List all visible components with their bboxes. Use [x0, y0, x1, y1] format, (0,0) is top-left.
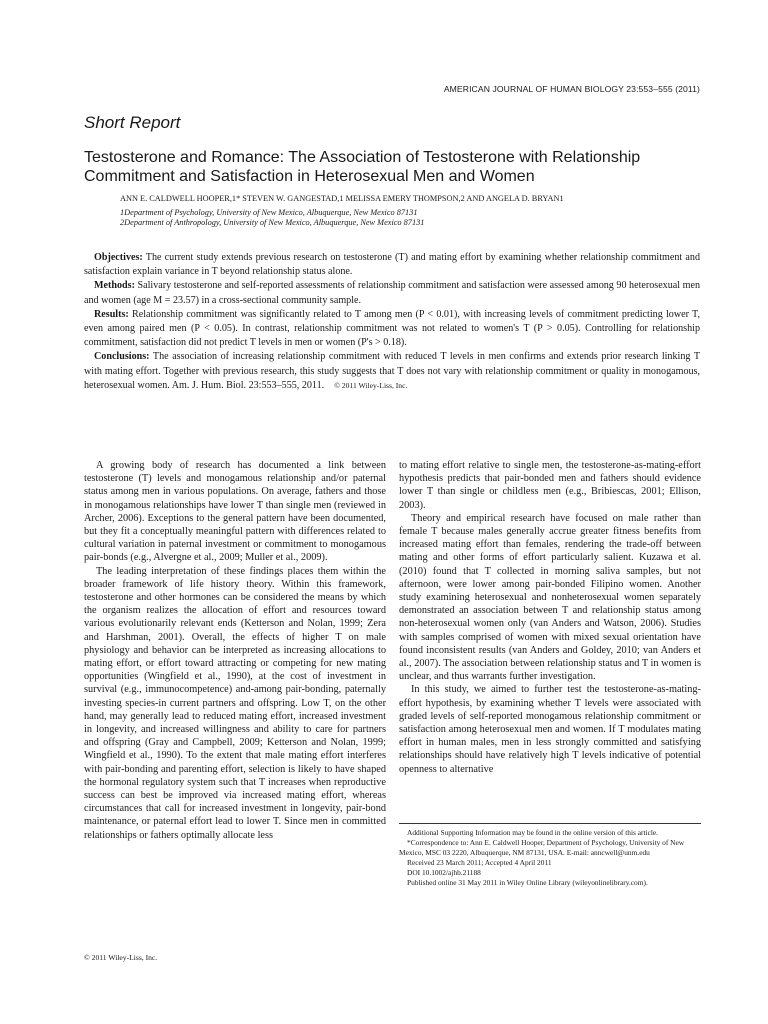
affiliation-1: 1Department of Psychology, University of New Mexico, Albuquerque, New Mexico 87131 — [120, 208, 418, 217]
results-text: Relationship commitment was significantly related to T among men (P < 0.01), with increasing levels of commitment predicting lower T, even among paired men (P < 0.05). In contrast, relationship commitment was not related to women's T (P > 0.05). Controlling for relationship commitment, satisfaction did not predict T levels in men or women (P's > 0.18). — [84, 308, 700, 349]
body-paragraph: In this study, we aimed to further test the testosterone-as-mating-effort hypothesis, by examining whether T levels were associated with graded levels of self-reported monogamous relationship commitment or satisfaction among heterosexual men and women. If T modulates mating effort in human males, men in less strongly committed and satisfying relationships should have relatively high T levels indicative of potential openness to alternative — [399, 684, 701, 775]
abstract-conclusions — [84, 350, 700, 393]
objectives-text: The current study extends previous research on testosterone (T) and mating effort by examining whether relationship commitment and satisfaction explain variance in T beyond relationship status alone. — [84, 252, 700, 278]
footnote-published: Published online 31 May 2011 in Wiley Online Library (wileyonlinelibrary.com). — [407, 878, 648, 887]
abstract-methods — [84, 279, 700, 307]
abstract-objectives — [84, 251, 700, 279]
page-copyright: © 2011 Wiley-Liss, Inc. — [84, 953, 158, 962]
objectives-label: Objectives: — [94, 252, 143, 263]
abstract-copyright: © 2011 Wiley-Liss, Inc. — [334, 380, 408, 390]
footnote-supporting-info: Additional Supporting Information may be found in the online version of this article. — [407, 828, 659, 837]
article-title: Testosterone and Romance: The Association of Testosterone with Relationship Commitment and Satisfaction in Heterosexual Men and Women — [84, 149, 641, 185]
footnotes — [399, 828, 701, 888]
footnote-received: Received 23 March 2011; Accepted 4 April 2011 — [407, 858, 552, 867]
footnote-doi: DOI 10.1002/ajhb.21188 — [407, 868, 481, 877]
body-paragraph: The leading interpretation of these findings places them within the broader framework of life history theory. Within this framework, testosterone and other hormones can be considered the means by which the organism realizes the allocation of effort and resources toward various evolutionarily relevant ends (Ketterson and Nolan, 1999; Zera and Harshman, 2001). Overall, the effects of higher T on male physiology and behavior can be interpreted as increasing allocations to mating effort, or effort toward attracting or competing for new mating opportunities (Wingfield et al., 1990), at the cost of investment in survival (e.g., immunocompetence) and-among pair-bonding, paternally investing species-in current partners and offspring. Low T, on the other hand, may generally lead to reduced mating effort, increased investment in longevity, and increased willingness and ability to care for partners and offspring (Gray and Campbell, 2009; Ketterson and Nolan, 1999; Wingfield et al., 1990). To the extent that male mating effort interferes with pair-bonding and parenting effort, selection is likely to have shaped the hormonal regulatory system such that T increases when reproductive success can best be improved via increased mating effort, whereas circumstances that call for increased investment in longevity, pair-bond maintenance, or paternal effort lead to lower T. Since men in committed relationships or fathers optimally allocate less — [84, 565, 386, 841]
results-label: Results: — [94, 308, 129, 320]
abstract-results — [84, 308, 700, 351]
body-paragraph: to mating effort relative to single men, the testosterone-as-mating-effort hypothesis predicts that pair-bonded men and fathers should evidence lower T than single or childless men (e.g., Bribiescas, 2001; Ellison, 2003). — [399, 460, 701, 511]
journal-header: AMERICAN JOURNAL OF HUMAN BIOLOGY 23:553–555 (2011) — [443, 84, 700, 94]
conclusions-text: The association of increasing relationship commitment with reduced T levels in men confirms and extends prior research linking T with mating effort. Together with previous research, this study suggests that T does not vary with relationship commitment or quality in monogamous, heterosexual women. Am. J. Hum. Biol. 23:553–555, 2011. — [84, 351, 700, 391]
footnote-divider — [399, 823, 701, 824]
body-column-left — [84, 459, 386, 842]
footnote-correspondence: *Correspondence to: Ann E. Caldwell Hooper, Department of Psychology, University of New Mexico, MSC 03 2220, Albuquerque, NM 87131, USA. E-mail: anncwell@unm.edu — [399, 838, 685, 857]
abstract — [84, 251, 700, 393]
methods-text: Salivary testosterone and self-reported assessments of relationship commitment and satisfaction were assessed among 90 heterosexual men and women (age M = 23.57) in a cross-sectional community sample. — [84, 280, 700, 306]
author-list: ANN E. CALDWELL HOOPER,1* STEVEN W. GANGESTAD,1 MELISSA EMERY THOMPSON,2 AND ANGELA D. BRYAN1 — [120, 194, 564, 203]
body-column-right — [399, 459, 701, 776]
affiliation-2: 2Department of Anthropology, University of New Mexico, Albuquerque, New Mexico 87131 — [120, 218, 425, 227]
body-paragraph: Theory and empirical research have focused on male rather than female T because males generally accrue greater fitness benefits from increased mating effort than females, rendering the trade-off between mating and other forms of effort particularly salient. Kuzawa et al. (2010) found that T collected in morning saliva samples, but not afternoon, were lower among pair-bonded Filipino women. Another study examining heterosexual and nonheterosexual women separately demonstrated an association between T and relationship status among non-heterosexual women only (van Anders and Watson, 2006). Studies with samples comprised of women with mixed sexual orientation have found inconsistent results (van Anders and Goldey, 2010; van Anders et al., 2007). The association between relationship status and T in women is unclear, and thus warrants further investigation. — [399, 512, 701, 683]
body-paragraph: A growing body of research has documented a link between testosterone (T) levels and monogamous relationship and/or paternal status among men in various populations. On average, fathers and those in monogamous relationships have lower T than single men (reviewed in Archer, 2006). Exceptions to the general pattern have been documented, but they fit a conceptually meaningful pattern with differences related to cultural variation in paternal investment or commitment to monogamous pair-bonds (e.g., Alvergne et al., 2009; Muller et al., 2009). — [84, 460, 386, 564]
methods-label: Methods: — [94, 280, 135, 292]
conclusions-label: Conclusions: — [94, 351, 150, 363]
article-type-label: Short Report — [84, 113, 181, 132]
